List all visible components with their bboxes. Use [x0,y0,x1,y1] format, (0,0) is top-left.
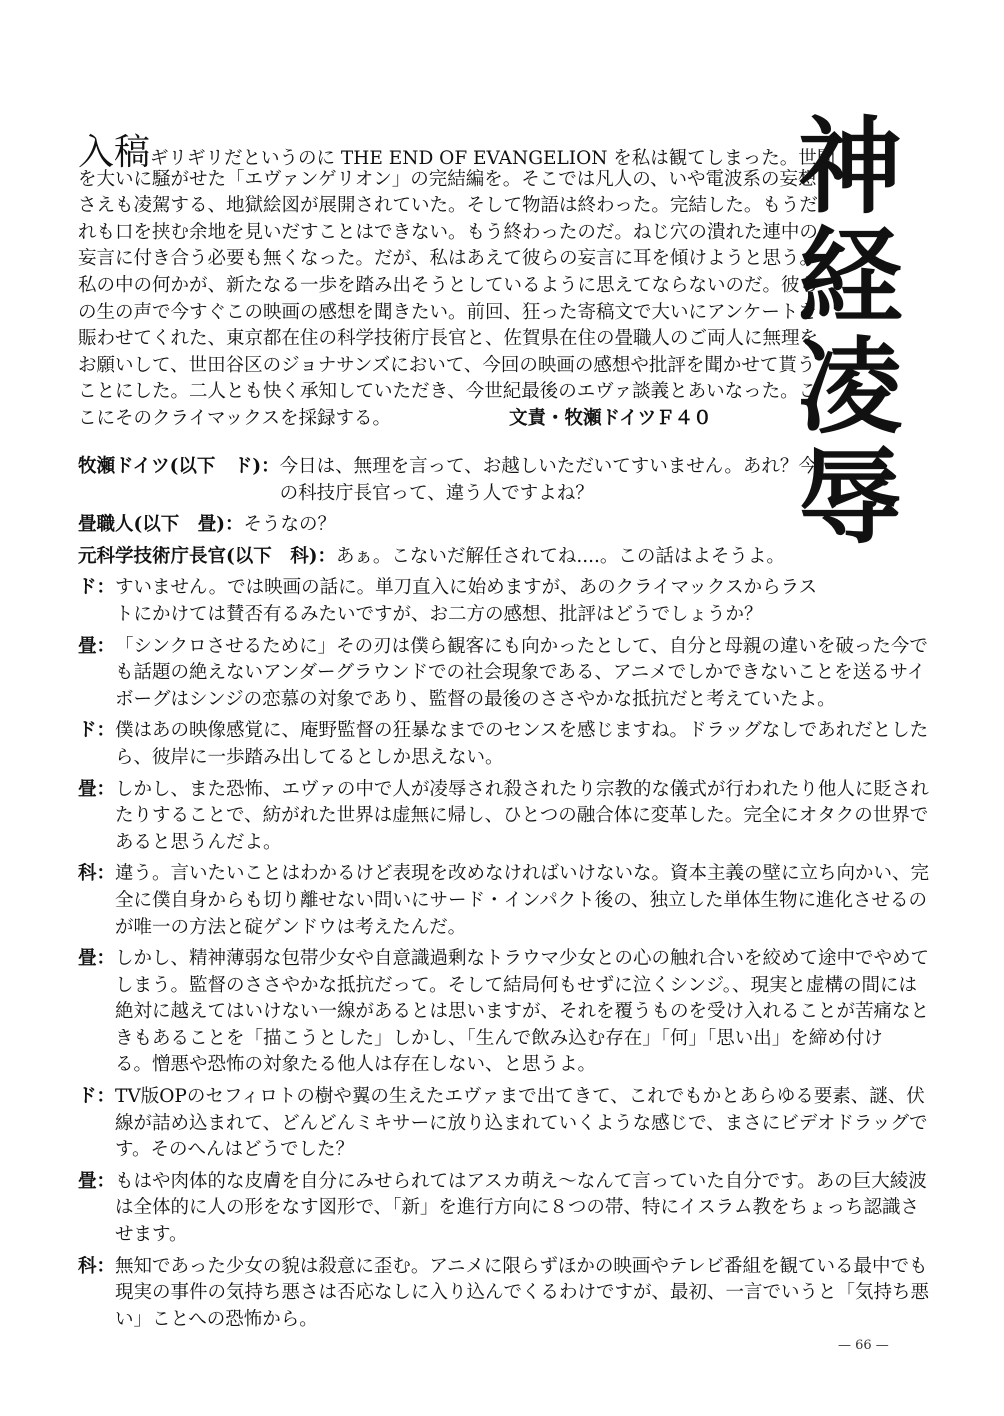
dialogue-entry [78,1254,930,1334]
dialogue-entry [78,634,928,714]
intro-line [78,353,816,380]
title-char: 経 [797,216,902,338]
dialogue-entry [78,454,908,507]
dialogue-line: きもあることを「描こうとした」しかし、「生んで飲み込む存在」「何」「思い出」を締め付け [115,1027,883,1049]
intro-line [78,193,818,220]
title-char: 辱 [797,436,902,558]
dialogue-text [115,777,929,857]
speaker-label: 牧瀬ドイツ(以下 ド)： [78,456,280,477]
dialogue-entry [78,946,930,1079]
dialogue-line: トにかけては賛否有るみたいですが、お二方の感想、批評はどうでしょうか？ [115,603,763,625]
speaker-label: ド： [78,720,116,742]
dialogue-line: あぁ。こないだ解任されてね....。この話はよそうよ。 [336,545,785,567]
dialogue-line: い」ことへの恐怖から。 [115,1308,318,1330]
dialogue-text [244,512,337,539]
dialogue-line: 違う。言いたいことはわかるけど表現を改めなければいけないな。資本主義の壁に立ち向かい、完 [115,863,930,885]
dialogue-line: 全に僕自身からも切り離せない問いにサード・インパクト後の、独立した単体生物に進化させるの [115,889,927,911]
dialogue-text [336,544,785,571]
dialogue-line: 僕はあの映像感覚に、庵野監督の狂暴なまでのセンスを感じますね。ドラッグなしであれだとした [115,720,929,742]
dialogue-line: ボーグはシンジの恋慕の対象であり、監督の最後のささやかな抵抗だと考えていたよ。 [115,688,836,710]
dialogue [78,454,930,1338]
dialogue-text [115,1254,929,1334]
speaker-label: 科： [78,863,116,885]
intro-line-text: こにそのクライマックスを採録する。 [78,407,392,429]
dialogue-line: たりすることで、紡がれた世界は虚無に帰し、ひとつの融合体に変革した。完全にオタクの世界で [115,805,929,827]
intro-line [78,406,798,433]
intro-line [78,246,819,273]
dialogue-line: しかし、また恐怖、エヴァの中で人が凌辱され殺されたり宗教的な儀式が行われたり他人に貶され [115,778,929,800]
intro-line-text: 賑わせてくれた、東京都在住の科学技術庁長官と、佐賀県在住の畳職人のご両人に無理を [78,328,819,350]
dialogue-line: あると思うんだよ。 [115,831,282,853]
dialogue-entry [78,861,930,941]
dialogue-line: も話題の絶えないアンダーグラウンドでの社会現象である、アニメでしかできないことを送るサイ [115,662,926,684]
dialogue-line: 線が詰め込まれて、どんどんミキサーに放り込まれていくような感じで、まさにビデオドラッグで [115,1112,928,1134]
intro-line-text: お願いして、世田谷区のジョナサンズにおいて、今回の映画の感想や批評を聞かせて貰う [78,354,816,376]
dialogue-entry [78,718,929,771]
speaker-label: ド： [78,1086,116,1108]
dropcap: 入稿 [78,132,151,173]
intro-line-text: ギリギリだというのに THE END OF EVANGELION を私は観てしまった。世間 [150,148,836,169]
speaker-label: 畳職人(以下 畳)： [78,514,244,536]
intro-line [78,220,818,247]
dialogue-line: そうなの？ [243,514,337,536]
speaker-label: 畳： [78,635,116,657]
dialogue-text [115,946,929,1079]
speaker-label: 畳： [78,1170,116,1192]
intro-paragraph [78,132,836,433]
dialogue-line: すいません。では映画の話に。単刀直入に始めますが、あのクライマックスからラス [115,577,818,599]
dialogue-text [115,718,928,771]
speaker-label: 畳： [78,778,116,800]
intro-line-text: 私の中の何かが、新たなる一歩を踏み出そうとしているように思えてならないのだ。彼ら [78,274,819,296]
dialogue-line: もはや肉体的な皮膚を自分にみせられてはアスカ萌え～なんて言っていた自分です。あの巨大綾波 [115,1170,927,1192]
dialogue-line: 現実の事件の気持ち悪さは否応なしに入り込んでくるわけですが、最初、一言でいうと「気持ち悪 [115,1282,930,1304]
dialogue-line: の科技庁長官って、違う人ですよね？ [279,482,594,504]
dialogue-line: は全体的に人の形をなす図形で、「新」を進行方向に８つの帯、特にイスラム教をちょっち認識さ [115,1197,920,1219]
intro-line-text: ことにした。二人とも快く承知していただき、今世紀最後のエヴァ談義とあいなった。こ [78,381,818,403]
speaker-label: 畳： [78,948,116,970]
intro-line [78,379,818,406]
intro-line [78,132,836,173]
intro-line [78,273,819,300]
dialogue-line: TV版OPのセフィロトの樹や翼の生えたエヴァまで出てきて、これでもかとあらゆる要素、謎、伏 [115,1086,925,1108]
dialogue-line: が唯一の方法と碇ゲンドウは考えたんだ。 [115,916,467,938]
dialogue-text [115,634,928,714]
dialogue-text [115,575,817,628]
intro-line [78,167,817,194]
dialogue-line: 「シンクロさせるために」その刃は僕ら観客にも向かったとして、自分と母親の違いを破った今で [115,635,928,657]
dialogue-line: 今日は、無理を言って、お越しいただいてすいません。あれ？今 [279,456,817,477]
title-char: 凌 [797,326,902,448]
dialogue-line: せます。 [115,1224,188,1246]
dialogue-line: 無知であった少女の貌は殺意に歪む。アニメに限らずほかの映画やテレビ番組を観ている最中でも [115,1255,928,1277]
dialogue-line: しまう。監督のささやかな抵抗だって。そして結局何もせずに泣くシンジ。、現実と虚構の間には [115,974,917,996]
dialogue-entry [78,777,929,857]
dialogue-entry [78,575,908,628]
dialogue-entry [78,1169,927,1249]
dialogue-line: ら、彼岸に一歩踏み出してるとしか思えない。 [115,746,504,768]
author-credit: 文責・牧瀬ドイツＦ４０ [509,407,712,429]
dialogue-entry [78,544,908,571]
intro-line-text: れも口を挟む余地を見いだすことはできない。もう終わったのだ。ねじ穴の潰れた連中の [78,221,818,243]
speaker-label: 元科学技術庁長官(以下 科)： [78,545,337,567]
dialogue-entry [78,1084,928,1164]
page-number: — 66 — [838,1338,889,1353]
speaker-label: ド： [78,577,116,599]
dialogue-line: 絶対に越えてはいけない一線があるとは思いますが、それを覆うものを受け入れることが苦痛なと [115,1001,930,1023]
intro-line [78,300,817,327]
dialogue-text [115,1169,927,1249]
title-char: 神 [797,106,902,228]
dialogue-line: る。憎悪や恐怖の対象たる他人は存在しない、と思うよ。 [115,1054,597,1076]
intro-line [78,326,819,353]
intro-line-text: さえも凌駕する、地獄絵図が展開されていた。そして物語は終わった。完結した。もうだ [78,195,818,217]
dialogue-text [280,454,817,507]
intro-line-text: を大いに騒がせた「エヴァンゲリオン」の完結編を。そこでは凡人の、いや電波系の妄想 [78,168,817,190]
dialogue-entry [78,512,908,539]
intro-line-text: 妄言に付き合う必要も無くなった。だが、私はあえて彼らの妄言に耳を傾けようと思う。 [78,248,819,270]
speaker-label: 科： [78,1255,116,1277]
dialogue-line: す。そのへんはどうでした？ [115,1139,355,1161]
dialogue-text [115,1084,928,1164]
dialogue-text [115,861,929,941]
dialogue-line: しかし、精神薄弱な包帯少女や自意識過剰なトラウマ少女との心の触れ合いを絞めて途中でやめて [115,948,930,970]
intro-line-text: の生の声で今すぐこの映画の感想を聞きたい。前回、狂った寄稿文で大いにアンケートを [78,301,817,323]
